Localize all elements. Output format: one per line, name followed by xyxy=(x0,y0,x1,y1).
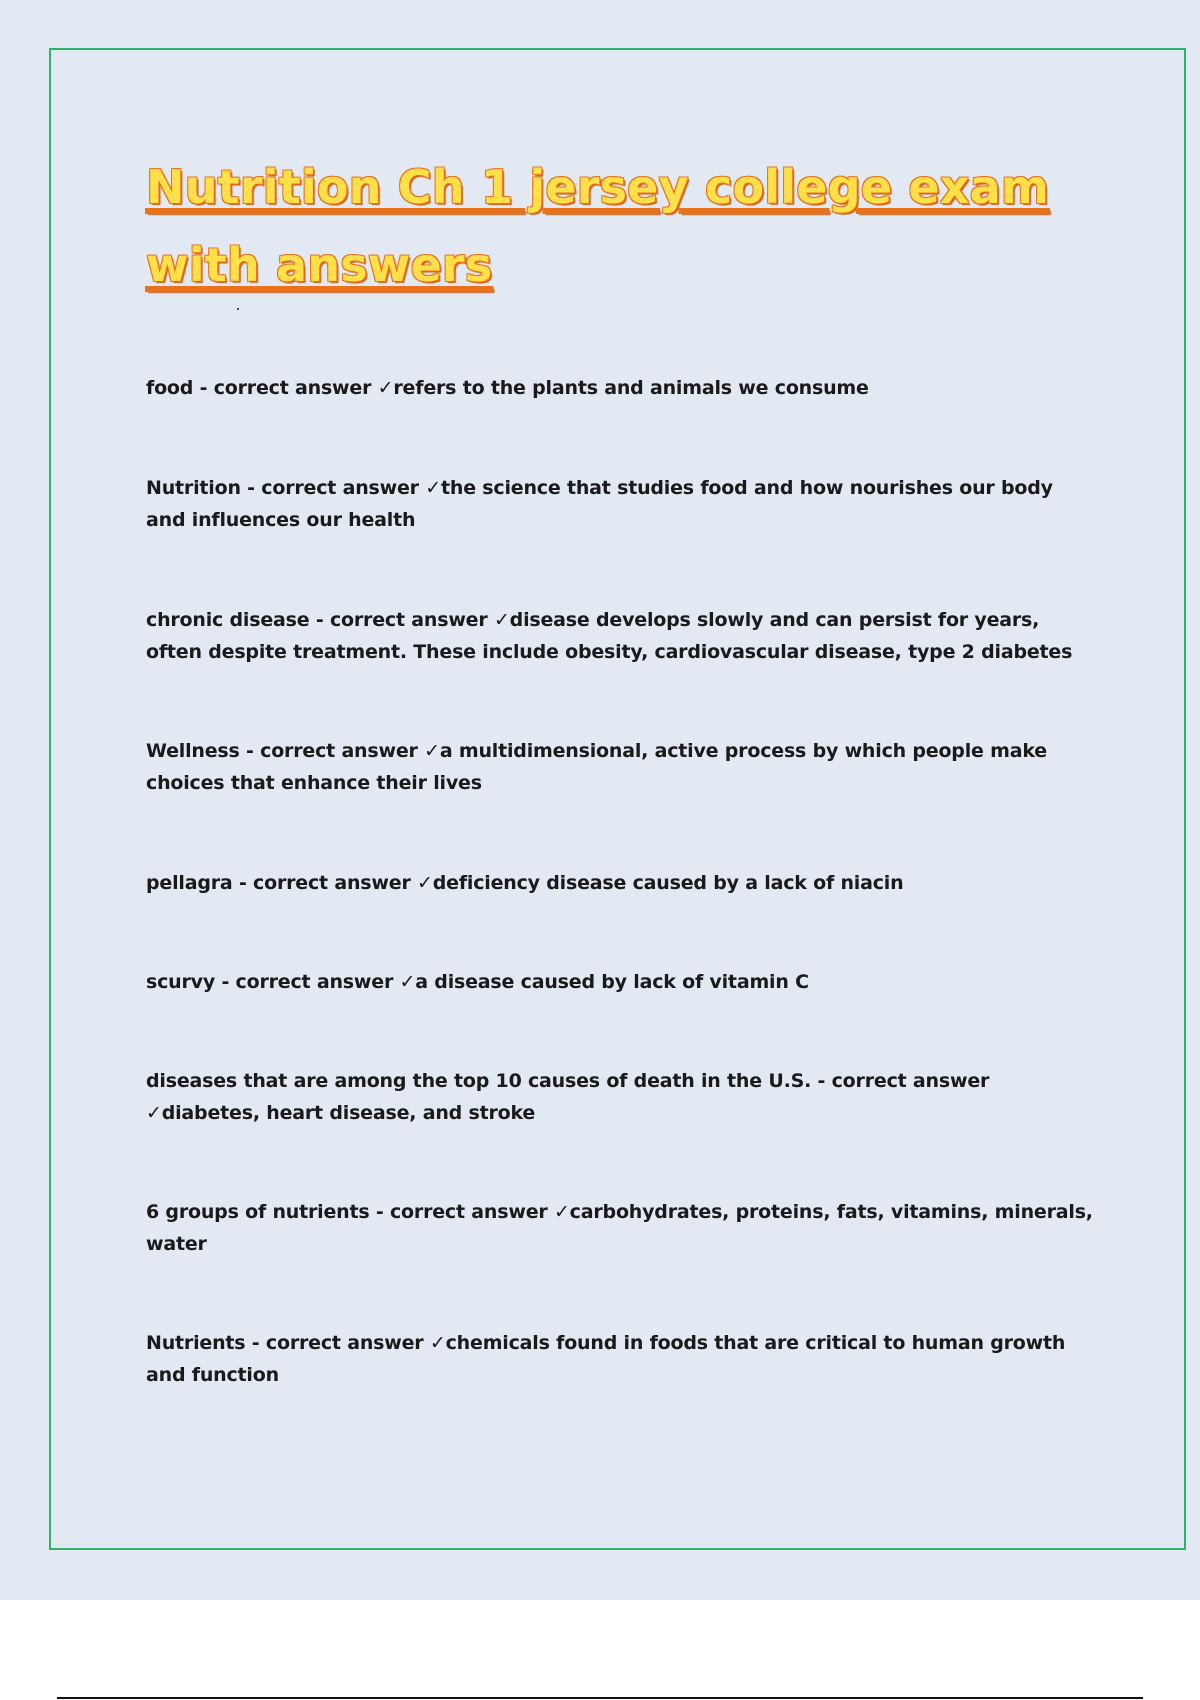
stray-dot-mark xyxy=(237,308,239,310)
footer-divider xyxy=(57,1697,1143,1699)
qa-item: Nutrients - correct answer ✓chemicals found in foods that are critical to human growth and function xyxy=(146,1332,1066,1386)
qa-item: food - correct answer ✓refers to the plants and animals we consume xyxy=(146,377,869,399)
document-title: Nutrition Ch 1 jersey college exam with answers xyxy=(146,160,1049,292)
qa-item: scurvy - correct answer ✓a disease caused by lack of vitamin C xyxy=(146,971,809,993)
qa-item: Wellness - correct answer ✓a multidimensional, active process by which people make choices that enhance their lives xyxy=(146,740,1047,794)
qa-item: 6 groups of nutrients - correct answer ✓carbohydrates, proteins, fats, vitamins, minerals, water xyxy=(146,1201,1093,1255)
qa-item: pellagra - correct answer ✓deficiency disease caused by a lack of niacin xyxy=(146,872,904,894)
document-header xyxy=(146,148,1096,304)
qa-item: diseases that are among the top 10 causes of death in the U.S. - correct answer ✓diabetes, heart disease, and stroke xyxy=(146,1070,990,1124)
qa-item: chronic disease - correct answer ✓disease develops slowly and can persist for years, often despite treatment. These include obesity, cardiovascular disease, type 2 diabetes xyxy=(146,609,1073,663)
qa-item: Nutrition - correct answer ✓the science that studies food and how nourishes our body and influences our health xyxy=(146,477,1053,531)
